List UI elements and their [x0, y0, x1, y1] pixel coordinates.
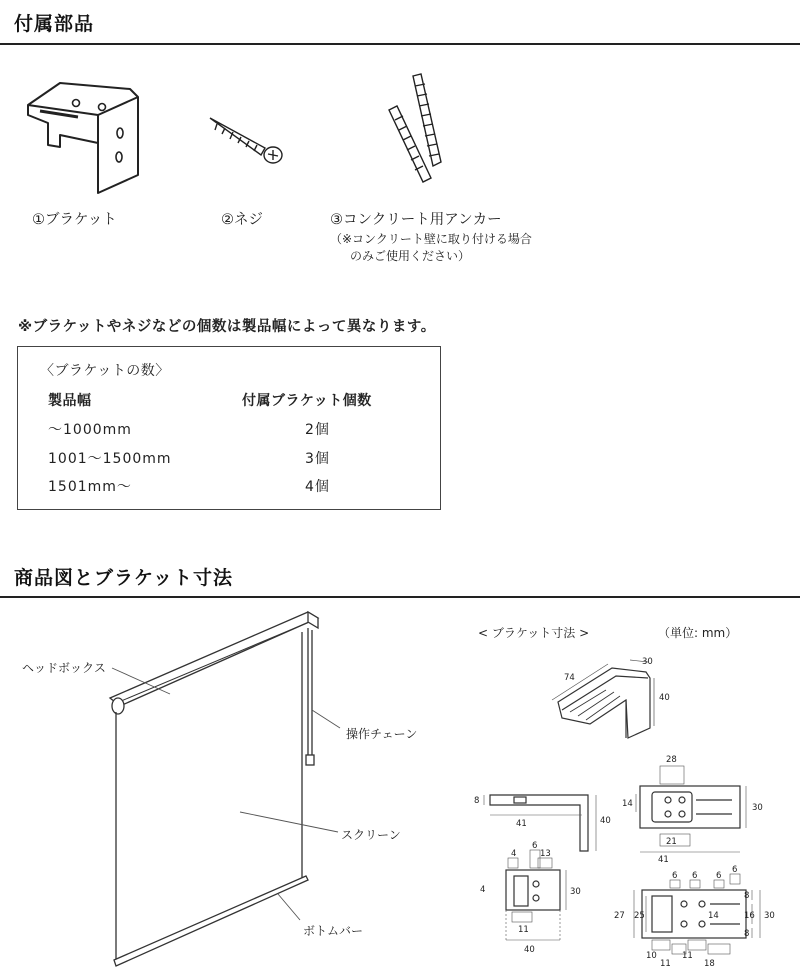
label-headbox: ヘッドボックス — [22, 661, 106, 675]
label-bottombar: ボトムバー — [303, 924, 364, 938]
front-dim-4b: 4 — [480, 885, 486, 895]
screw-illustration — [205, 110, 290, 170]
front-dim-13: 13 — [540, 849, 551, 859]
side-dim-40: 40 — [600, 816, 611, 826]
top-dim-28: 28 — [666, 755, 677, 765]
bracket-illustration — [20, 75, 150, 200]
top-dim-41: 41 — [658, 855, 669, 865]
back-dim-6d: 6 — [732, 865, 738, 875]
section-title-parts: 付属部品 — [14, 13, 95, 35]
unit-label: （単位: mm） — [658, 626, 738, 640]
bracket-dims-title: < ブラケット寸法 > — [478, 626, 590, 640]
section-title-diagram: 商品図とブラケット寸法 — [14, 567, 234, 589]
table-header-width: 製品幅 — [48, 393, 92, 409]
table-row-1-width: 〜1000mm — [48, 422, 132, 438]
back-dim-11b: 11 — [682, 951, 693, 961]
table-header-count: 付属ブラケット個数 — [242, 393, 372, 409]
label-chain: 操作チェーン — [346, 727, 418, 741]
top-dim-14: 14 — [622, 799, 633, 809]
front-dim-11: 11 — [518, 925, 529, 935]
side-dim-8: 8 — [474, 796, 480, 806]
bracket-count-note: ※ブラケットやネジなどの個数は製品幅によって異なります。 — [18, 319, 436, 335]
table-title: 〈ブラケットの数〉 — [40, 363, 170, 379]
iso-dim-40: 40 — [659, 693, 670, 703]
front-dim-4a: 4 — [511, 849, 517, 859]
table-row-1-count: 2個 — [305, 422, 330, 438]
back-dim-6b: 6 — [692, 871, 698, 881]
back-dim-10: 10 — [646, 951, 657, 961]
iso-dim-30: 30 — [642, 657, 653, 667]
table-row-2-count: 3個 — [305, 451, 330, 467]
table-row-3-count: 4個 — [305, 479, 330, 495]
section-divider — [0, 596, 800, 598]
label-screen: スクリーン — [341, 828, 401, 842]
iso-dim-74: 74 — [564, 673, 575, 683]
section-divider — [0, 43, 800, 45]
back-dim-6c: 6 — [716, 871, 722, 881]
bracket-top-dimension — [620, 748, 770, 863]
table-row-2-width: 1001〜1500mm — [48, 451, 172, 467]
back-dim-18: 18 — [704, 959, 715, 969]
table-row-3-width: 1501mm〜 — [48, 479, 132, 495]
back-dim-6a: 6 — [672, 871, 678, 881]
bracket-back-dimension — [612, 865, 782, 973]
part-label-screw: ②ネジ — [221, 212, 263, 228]
anchor-note-line1: （※コンクリート壁に取り付ける場合 — [330, 232, 532, 246]
back-dim-11a: 11 — [660, 959, 671, 969]
back-dim-27: 27 — [614, 911, 625, 921]
back-dim-16: 16 — [744, 911, 755, 921]
top-dim-30: 30 — [752, 803, 763, 813]
top-dim-21: 21 — [666, 837, 677, 847]
anchor-note-line2: のみご使用ください） — [350, 249, 471, 263]
back-dim-8b: 8 — [744, 929, 750, 939]
side-dim-41: 41 — [516, 819, 527, 829]
back-dim-8a: 8 — [744, 891, 750, 901]
bracket-count-table — [17, 346, 441, 510]
front-dim-40: 40 — [524, 945, 535, 955]
front-dim-30: 30 — [570, 887, 581, 897]
bracket-front-dimension — [478, 840, 588, 960]
back-dim-14: 14 — [708, 911, 719, 921]
part-label-bracket: ①ブラケット — [32, 212, 117, 228]
back-dim-30: 30 — [764, 911, 775, 921]
back-dim-25: 25 — [634, 911, 645, 921]
anchor-illustration — [385, 70, 455, 185]
front-dim-6: 6 — [532, 841, 538, 851]
roller-blind-diagram — [0, 600, 440, 978]
part-label-anchor: ③コンクリート用アンカー — [330, 212, 502, 228]
bracket-iso-dimension — [530, 650, 680, 740]
